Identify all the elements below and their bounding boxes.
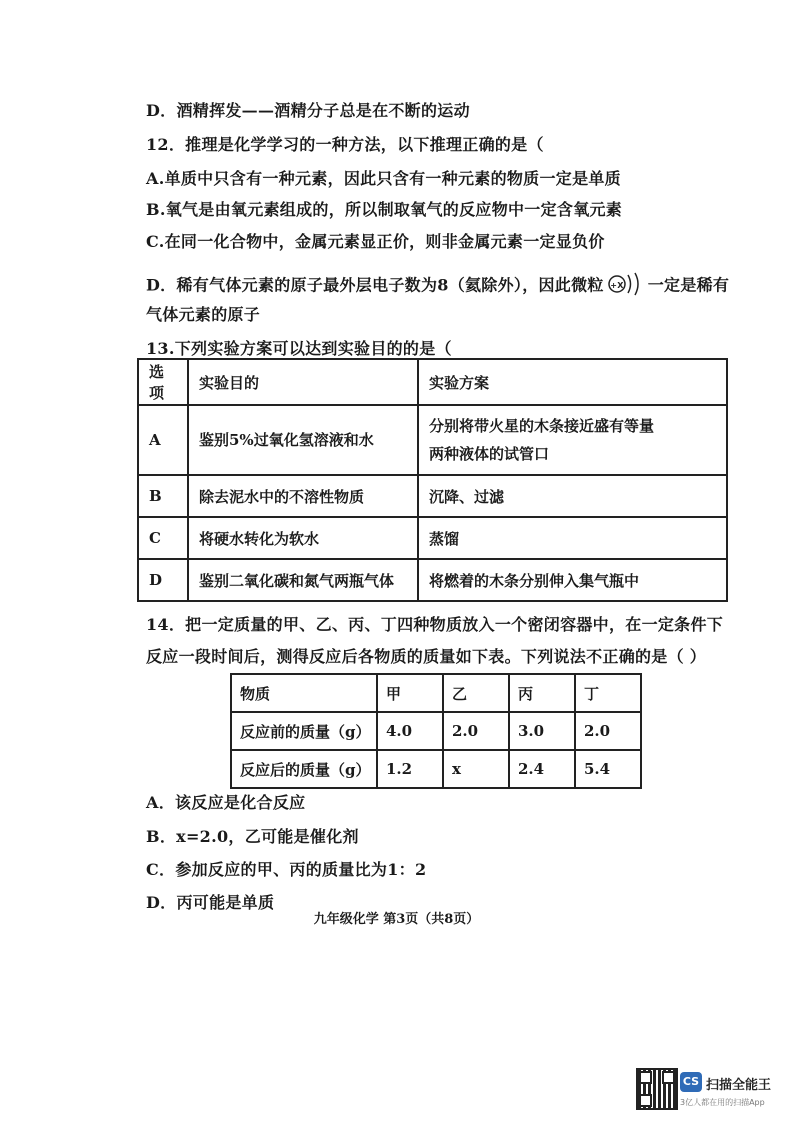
- header-substance: 物质: [231, 674, 377, 712]
- row-option: C: [138, 517, 188, 559]
- header-goal: 实验目的: [188, 359, 418, 405]
- table-header-row: [231, 674, 641, 712]
- table-row: [138, 517, 727, 559]
- row-option: A: [138, 405, 188, 475]
- q12-option-a: A.单质中只含有一种元素，因此只含有一种元素的物质一定是单质: [146, 169, 621, 188]
- row-plan: 蒸馏: [418, 517, 727, 559]
- header-yi: 乙: [443, 674, 509, 712]
- row-goal: 将硬水转化为软水: [188, 517, 418, 559]
- row-label: 反应前的质量（g）: [231, 712, 377, 750]
- row-option: D: [138, 559, 188, 601]
- table-row: [138, 559, 727, 601]
- q12-option-d-continued: 气体元素的原子: [146, 305, 261, 324]
- cell-value: 3.0: [509, 712, 575, 750]
- row-goal: 鉴别二氧化碳和氮气两瓶气体: [188, 559, 418, 601]
- q14-option-b: B．x=2.0，乙可能是催化剂: [146, 827, 359, 846]
- row-goal: 除去泥水中的不溶性物质: [188, 475, 418, 517]
- q12-option-d-text: D．稀有气体元素的原子最外层电子数为8（氦除外），因此微粒: [146, 275, 604, 295]
- cell-value: 2.0: [575, 712, 641, 750]
- q11-option-d: D．酒精挥发——酒精分子总是在不断的运动: [146, 101, 470, 120]
- header-option: 选项: [138, 359, 188, 405]
- table-row: [138, 405, 727, 475]
- q13-stem: 13.下列实验方案可以达到实验目的的是（: [146, 339, 452, 358]
- q12-option-d: [146, 270, 729, 302]
- q12-option-b: B.氧气是由氧元素组成的，所以制取氧气的反应物中一定含氧元素: [146, 200, 623, 219]
- cell-value: x: [443, 750, 509, 788]
- cell-value: 4.0: [377, 712, 443, 750]
- table-header-row: [138, 359, 727, 405]
- cell-value: 1.2: [377, 750, 443, 788]
- q12-option-d-tail: 一定是稀有: [647, 275, 730, 295]
- q14-option-a: A．该反应是化合反应: [146, 793, 306, 812]
- q14-table: [230, 673, 642, 789]
- q12-option-c: C.在同一化合物中，金属元素显正价，则非金属元素一定显负价: [146, 232, 605, 251]
- header-ding: 丁: [575, 674, 641, 712]
- row-option: B: [138, 475, 188, 517]
- header-plan: 实验方案: [418, 359, 727, 405]
- camscanner-name: 扫描全能王: [706, 1078, 772, 1093]
- table-row: [138, 475, 727, 517]
- row-plan-line2: 两种液体的试管口: [429, 445, 550, 463]
- row-goal: 鉴别5%过氧化氢溶液和水: [188, 405, 418, 475]
- page-footer: 九年级化学 第3页（共8页）: [313, 912, 480, 927]
- cell-value: 5.4: [575, 750, 641, 788]
- row-label: 反应后的质量（g）: [231, 750, 377, 788]
- row-plan-line1: 分别将带火星的木条接近盛有等量: [429, 417, 655, 435]
- atom-structure-icon: [606, 270, 646, 302]
- row-plan: 沉降、过滤: [418, 475, 727, 517]
- q14-option-c: C．参加反应的甲、丙的质量比为1：2: [146, 860, 427, 879]
- q14-stem-line2: 反应一段时间后，测得反应后各物质的质量如下表。下列说法不正确的是（ ）: [146, 647, 707, 666]
- q14-stem-line1: 14．把一定质量的甲、乙、丙、丁四种物质放入一个密闭容器中，在一定条件下: [146, 615, 724, 634]
- camscanner-tagline: 3亿人都在用的扫描App: [680, 1098, 765, 1107]
- q14-option-d: D．丙可能是单质: [146, 893, 275, 912]
- table-row: [231, 750, 641, 788]
- q12-stem: 12．推理是化学学习的一种方法，以下推理正确的是（: [146, 135, 544, 154]
- row-plan: [418, 405, 727, 475]
- header-bing: 丙: [509, 674, 575, 712]
- row-plan: 将燃着的木条分别伸入集气瓶中: [418, 559, 727, 601]
- q13-table: [137, 358, 728, 602]
- header-jia: 甲: [377, 674, 443, 712]
- cell-value: 2.0: [443, 712, 509, 750]
- camscanner-logo: CS: [680, 1072, 702, 1092]
- qr-code-icon: [636, 1068, 678, 1110]
- cell-value: 2.4: [509, 750, 575, 788]
- table-row: [231, 712, 641, 750]
- atom-nucleus-label: +X: [609, 281, 624, 290]
